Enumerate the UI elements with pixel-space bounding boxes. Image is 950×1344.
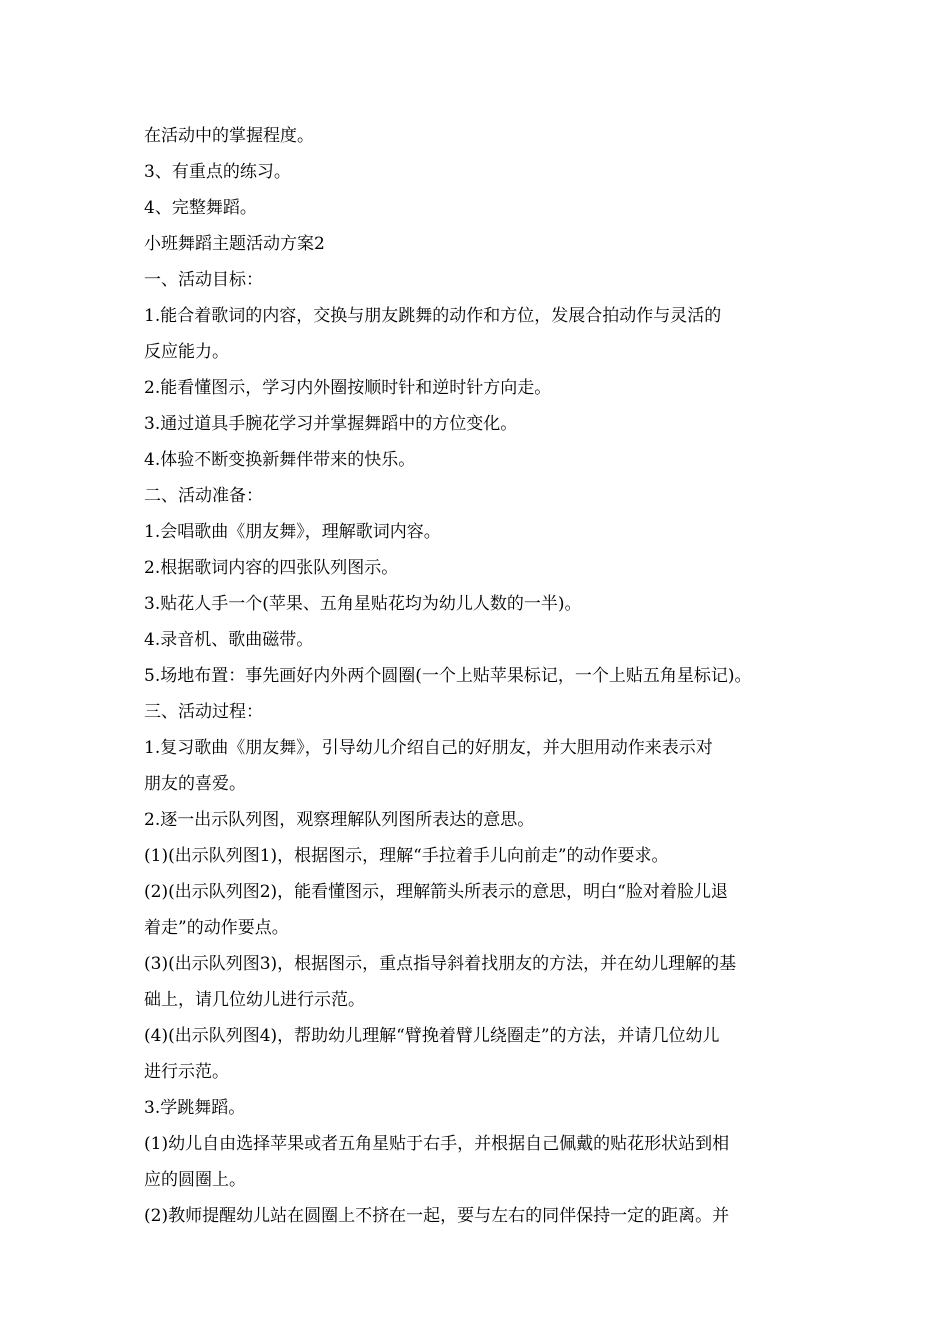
text-line: 1.会唱歌曲《朋友舞》，理解歌词内容。 <box>144 522 441 542</box>
section-heading: 二、活动准备： <box>144 486 263 506</box>
section-heading: 一、活动目标： <box>144 270 263 290</box>
text-line: (4)(出示队列图4)，帮助幼儿理解“臂挽着臂儿绕圈走”的方法，并请几位幼儿 <box>144 1026 720 1046</box>
document-body <box>144 118 824 1234</box>
text-line: 着走”的动作要点。 <box>144 918 289 938</box>
text-line: 反应能力。 <box>144 342 229 362</box>
text-line: 3.贴花人手一个(苹果、五角星贴花均为幼儿人数的一半)。 <box>144 594 582 614</box>
text-line: 进行示范。 <box>144 1062 229 1082</box>
text-line: 在活动中的掌握程度。 <box>144 126 314 146</box>
text-line: (2)(出示队列图2)，能看懂图示，理解箭头所表示的意思，明白“脸对着脸儿退 <box>144 882 728 902</box>
text-line: 3.通过道具手腕花学习并掌握舞蹈中的方位变化。 <box>144 414 518 434</box>
text-line: 1.能合着歌词的内容，交换与朋友跳舞的动作和方位，发展合拍动作与灵活的 <box>144 306 722 326</box>
text-line: 4.体验不断变换新舞伴带来的快乐。 <box>144 450 416 470</box>
section-heading: 三、活动过程： <box>144 702 263 722</box>
section-title: 小班舞蹈主题活动方案2 <box>144 234 325 254</box>
text-line: 础上，请几位幼儿进行示范。 <box>144 990 365 1010</box>
text-line: 5.场地布置：事先画好内外两个圆圈(一个上贴苹果标记，一个上贴五角星标记)。 <box>144 666 752 686</box>
text-line: 1.复习歌曲《朋友舞》，引导幼儿介绍自己的好朋友，并大胆用动作来表示对 <box>144 738 713 758</box>
text-line: 2.能看懂图示，学习内外圈按顺时针和逆时针方向走。 <box>144 378 552 398</box>
text-line: 2.逐一出示队列图，观察理解队列图所表达的意思。 <box>144 810 535 830</box>
text-line: 3.学跳舞蹈。 <box>144 1098 246 1118</box>
text-line: 朋友的喜爱。 <box>144 774 246 794</box>
text-line: (2)教师提醒幼儿站在圆圈上不挤在一起，要与左右的同伴保持一定的距离。并 <box>144 1206 730 1226</box>
text-line: 2.根据歌词内容的四张队列图示。 <box>144 558 399 578</box>
text-line: (3)(出示队列图3)，根据图示，重点指导斜着找朋友的方法，并在幼儿理解的基 <box>144 954 737 974</box>
text-line: 4、完整舞蹈。 <box>144 198 257 218</box>
text-line: (1)幼儿自由选择苹果或者五角星贴于右手，并根据自己佩戴的贴花形状站到相 <box>144 1134 730 1154</box>
text-line: (1)(出示队列图1)，根据图示，理解“手拉着手儿向前走”的动作要求。 <box>144 846 669 866</box>
text-line: 4.录音机、歌曲磁带。 <box>144 630 314 650</box>
text-line: 应的圆圈上。 <box>144 1170 246 1190</box>
text-line: 3、有重点的练习。 <box>144 162 291 182</box>
